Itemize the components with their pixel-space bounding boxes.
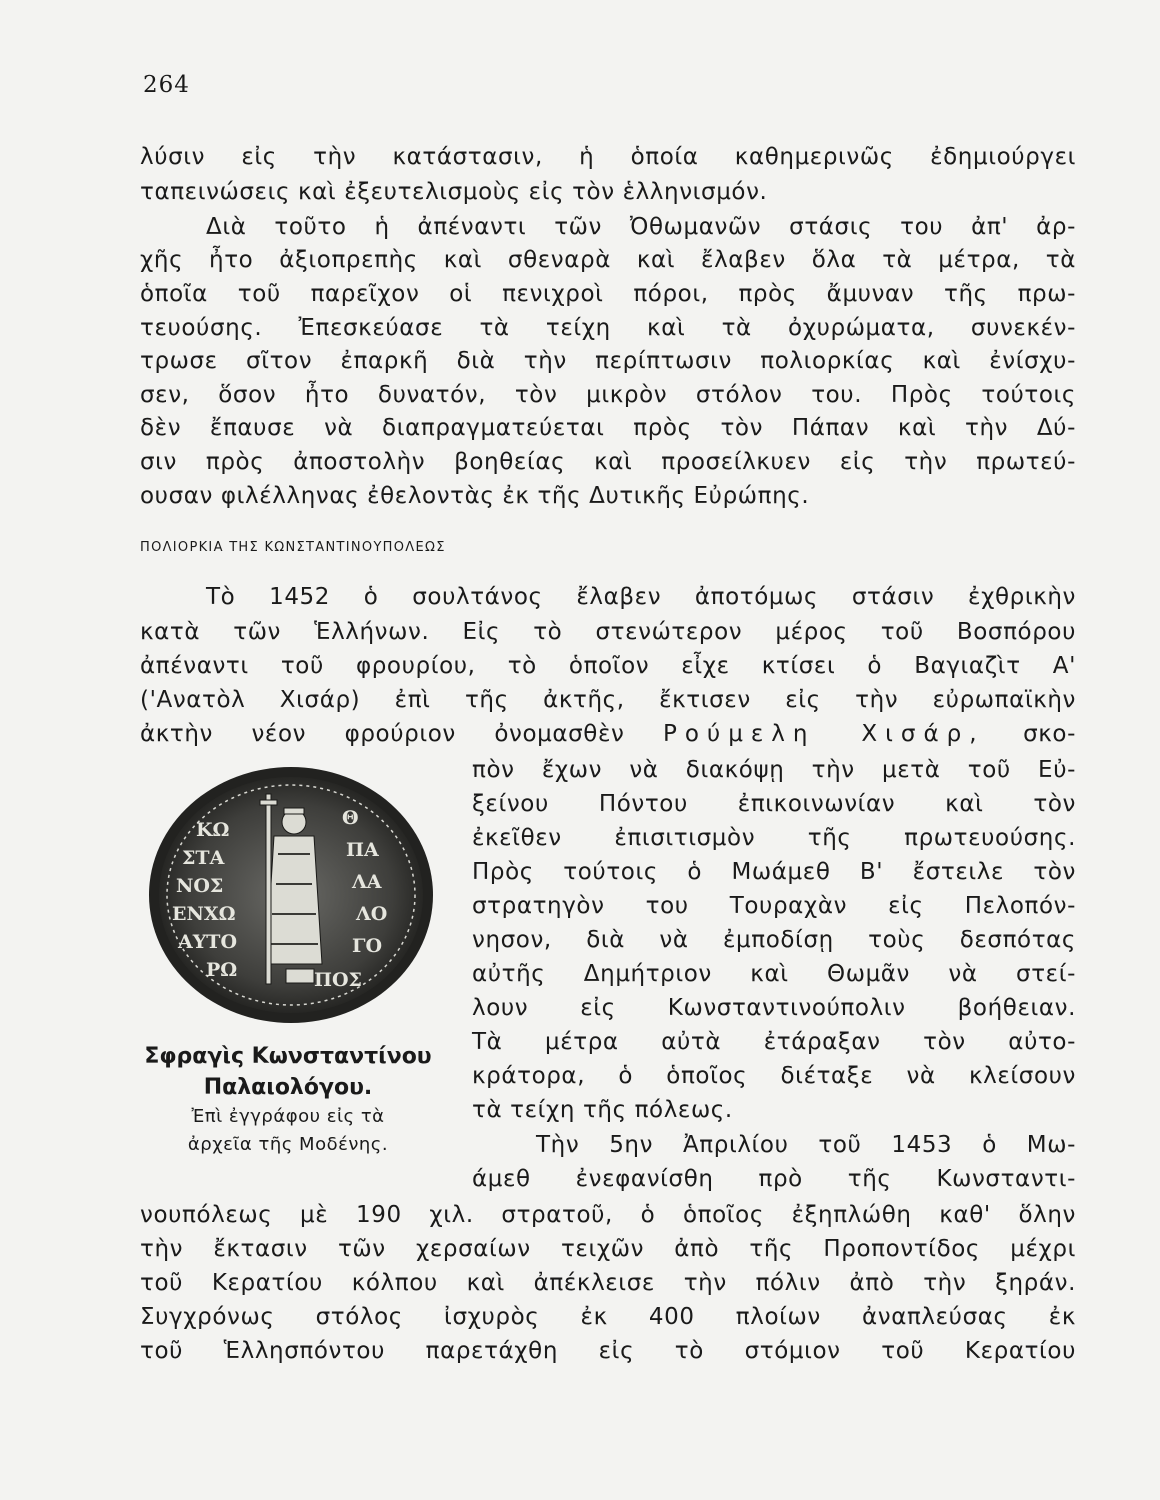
text-line: σεν, ὅσον ἦτο δυνατόν, τὸν μικρὸν στόλον του. Πρὸς τούτοις bbox=[140, 382, 1076, 408]
figure-caption-title: Παλαιολόγου. bbox=[203, 1075, 373, 1100]
text-line: δὲν ἔπαυσε νὰ διαπραγματεύεται πρὸς τὸν Πάπαν καὶ τὴν Δύ- bbox=[140, 415, 1076, 441]
text-line: πὸν ἔχων νὰ διακόψῃ τὴν μετὰ τοῦ Εὐ- bbox=[472, 757, 1076, 783]
text-line: λουν εἰς Κωνσταντινούπολιν βοήθειαν. bbox=[472, 995, 1076, 1021]
seal-letters: ΑΥΤΟ bbox=[178, 931, 237, 953]
text-line: τοῦ Ἑλλησπόντου παρετάχθη εἰς τὸ στόμιον τοῦ Κερατίου bbox=[140, 1338, 1076, 1364]
seal-letters: ΕΝΧΩ bbox=[172, 903, 236, 925]
seal-letters: ΛΑ bbox=[352, 871, 382, 893]
text-line: Διὰ τοῦτο ἡ ἀπέναντι τῶν Ὀθωμανῶν στάσις του ἀπ' ἀρ- bbox=[206, 214, 1076, 240]
seal-letters: ΛΟ bbox=[356, 903, 388, 925]
seal-letters: ΚΩ bbox=[196, 819, 230, 841]
text-line: Πρὸς τούτοις ὁ Μωάμεθ Β' ἔστειλε τὸν bbox=[472, 859, 1076, 885]
text-line: ταπεινώσεις καὶ ἐξευτελισμοὺς εἰς τὸν ἑλληνισμόν. bbox=[140, 179, 768, 205]
text-fragment: σκο- bbox=[1023, 721, 1076, 747]
text-line: χῆς ἦτο ἀξιοπρεπὴς καὶ σθεναρὰ καὶ ἔλαβεν ὅλα τὰ μέτρα, τὰ bbox=[140, 247, 1076, 273]
seal-letters: ΣΤΑ bbox=[182, 847, 225, 869]
text-line: ὁποῖα τοῦ παρεῖχον οἱ πενιχροὶ πόροι, πρὸς ἄμυναν τῆς πρω- bbox=[140, 281, 1076, 307]
text-line: Τὴν 5ην Ἀπριλίου τοῦ 1453 ὁ Μω- bbox=[536, 1132, 1076, 1158]
text-line: στρατηγὸν του Τουραχὰν εἰς Πελοπόν- bbox=[472, 893, 1076, 919]
text-line: ουσαν φιλέλληνας ἐθελοντὰς ἐκ τῆς Δυτικῆς Εὐρώπης. bbox=[140, 483, 810, 509]
emphasized-place-name: Ρούμελη Χισάρ, bbox=[662, 721, 985, 747]
text-line: νησον, διὰ νὰ ἐμποδίσῃ τοὺς δεσπότας bbox=[472, 927, 1076, 953]
seal-letters: Θ bbox=[342, 807, 359, 829]
seal-letters: ΠΑ bbox=[346, 839, 379, 861]
text-line: αὐτῆς Δημήτριον καὶ Θωμᾶν νὰ στεί- bbox=[472, 961, 1076, 987]
text-line: ('Ανατὸλ Χισάρ) ἐπὶ τῆς ἀκτῆς, ἔκτισεν εἰς τὴν εὐρωπαϊκὴν bbox=[140, 687, 1076, 713]
text-line: τὰ τείχη τῆς πόλεως. bbox=[472, 1097, 733, 1123]
text-line: σιν πρὸς ἀποστολὴν βοηθείας καὶ προσείλκυεν εἰς τὴν πρωτεύ- bbox=[140, 449, 1076, 475]
text-line: κατὰ τῶν Ἑλλήνων. Εἰς τὸ στενώτερον μέρος τοῦ Βοσπόρου bbox=[140, 619, 1076, 645]
text-line: τοῦ Κερατίου κόλπου καὶ ἀπέκλεισε τὴν πόλιν ἀπὸ τὴν ξηράν. bbox=[140, 1270, 1076, 1296]
text-line: κράτορα, ὁ ὁποῖος διέταξε νὰ κλείσουν bbox=[472, 1063, 1076, 1089]
figure-caption-title: Σφραγὶς Κωνσταντίνου bbox=[144, 1044, 432, 1069]
text-line: νουπόλεως μὲ 190 χιλ. στρατοῦ, ὁ ὁποῖος ἐξηπλώθη καθ' ὅλην bbox=[140, 1202, 1076, 1228]
seal-image bbox=[146, 764, 436, 1026]
text-line: ἀπέναντι τοῦ φρουρίου, τὸ ὁποῖον εἶχε κτίσει ὁ Βαγιαζὶτ Α' bbox=[140, 653, 1076, 679]
seal-letters: ΠΟΣ bbox=[314, 969, 362, 991]
text-line: Συγχρόνως στόλος ἰσχυρὸς ἐκ 400 πλοίων ἀναπλεύσας ἐκ bbox=[140, 1304, 1076, 1330]
text-line bbox=[140, 720, 1076, 748]
figure-caption-note: Ἐπὶ ἐγγράφου εἰς τὰ bbox=[191, 1106, 385, 1127]
text-line: άμεθ ἐνεφανίσθη πρὸ τῆς Κωνσταντι- bbox=[472, 1166, 1076, 1192]
text-line: τευούσης. Ἐπεσκεύασε τὰ τείχη καὶ τὰ ὀχυρώματα, συνεκέν- bbox=[140, 315, 1076, 341]
seal-letters: ΝΟΣ bbox=[176, 875, 224, 897]
section-heading: ΠΟΛΙΟΡΚΙΑ ΤΗΣ ΚΩΝΣΤΑΝΤΙΝΟΥΠΟΛΕΩΣ bbox=[140, 540, 446, 555]
figure-caption-note: ἀρχεῖα τῆς Μοδένης. bbox=[187, 1134, 389, 1155]
text-line: τρωσε σῖτον ἐπαρκῆ διὰ τὴν περίπτωσιν πολιορκίας καὶ ἐνίσχυ- bbox=[140, 348, 1076, 374]
text-line: ξείνου Πόντου ἐπικοινωνίαν καὶ τὸν bbox=[472, 791, 1076, 817]
text-fragment: ἀκτὴν νέον φρούριον ὀνομασθὲν bbox=[140, 721, 625, 747]
page-number: 264 bbox=[143, 72, 190, 98]
text-line: ἐκεῖθεν ἐπισιτισμὸν τῆς πρωτευούσης. bbox=[472, 825, 1076, 851]
text-line: τὴν ἔκτασιν τῶν χερσαίων τειχῶν ἀπὸ τῆς Προποντίδος μέχρι bbox=[140, 1236, 1076, 1262]
text-line: Τὸ 1452 ὁ σουλτάνος ἔλαβεν ἀποτόμως στάσιν ἐχθρικὴν bbox=[206, 584, 1076, 610]
seal-letters: ΓΟ bbox=[352, 935, 383, 957]
text-line: Τὰ μέτρα αὐτὰ ἐτάραξαν τὸν αὐτο- bbox=[472, 1029, 1076, 1055]
text-line: λύσιν εἰς τὴν κατάστασιν, ἡ ὁποία καθημερινῶς ἐδημιούργει bbox=[140, 144, 1076, 170]
seal-letters: ΡΩ bbox=[206, 959, 238, 981]
